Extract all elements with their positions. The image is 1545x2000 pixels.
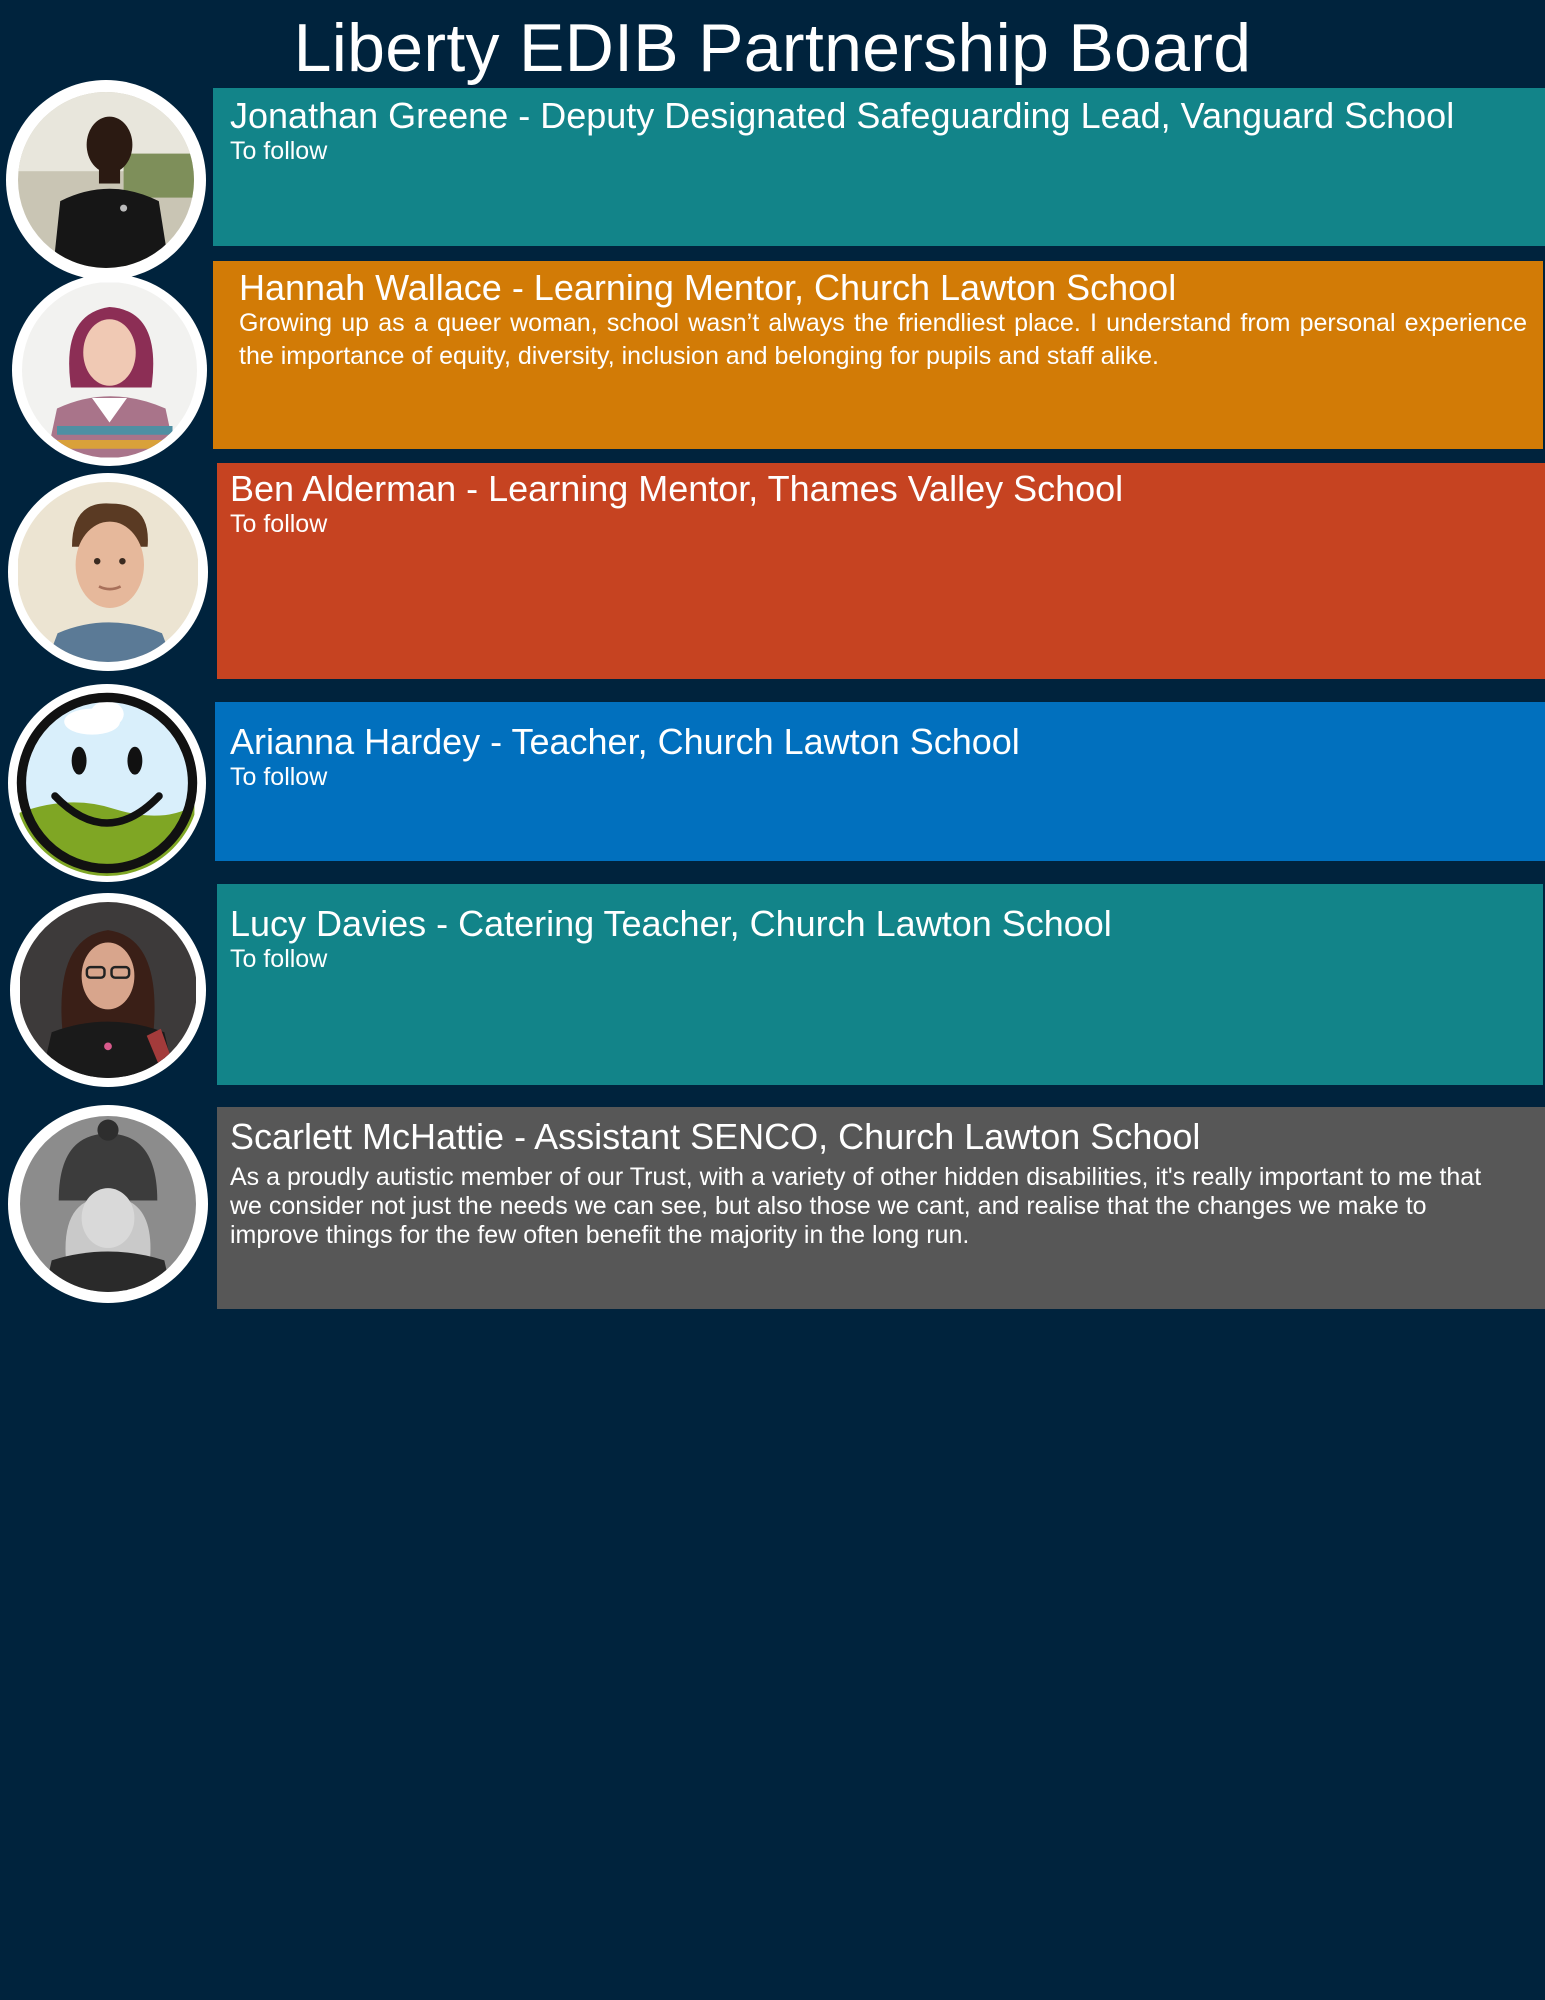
avatar-ben-alderman xyxy=(8,473,208,671)
person-photo-icon xyxy=(17,482,199,662)
member-card-jonathan-greene xyxy=(213,88,1545,246)
avatar-jonathan-greene xyxy=(6,80,206,280)
avatar-arianna-hardey xyxy=(8,684,206,882)
member-name: Hannah Wallace - Learning Mentor, Church Lawton School xyxy=(239,267,1177,308)
person-photo-icon xyxy=(19,902,197,1078)
member-card-scarlett-mchattie xyxy=(217,1107,1545,1309)
avatar-scarlett-mchattie xyxy=(8,1105,208,1303)
person-photo-icon xyxy=(18,92,194,268)
member-name: Scarlett McHattie - Assistant SENCO, Church Lawton School xyxy=(230,1116,1201,1157)
person-photo-icon xyxy=(22,282,197,458)
member-card-arianna-hardey xyxy=(215,702,1545,861)
member-bio: To follow xyxy=(230,945,328,973)
member-bio: To follow xyxy=(230,510,328,538)
member-name: Ben Alderman - Learning Mentor, Thames Valley School xyxy=(230,468,1124,509)
avatar-hannah-wallace xyxy=(12,274,207,466)
member-name: Jonathan Greene - Deputy Designated Safeguarding Lead, Vanguard School xyxy=(230,95,1455,136)
smiley-face-icon xyxy=(14,690,200,876)
member-card-hannah-wallace xyxy=(213,261,1543,449)
member-card-lucy-davies xyxy=(217,884,1543,1085)
member-name: Lucy Davies - Catering Teacher, Church Lawton School xyxy=(230,903,1112,944)
member-card-ben-alderman xyxy=(217,463,1545,679)
member-bio: As a proudly autistic member of our Trust, with a variety of other hidden disabilities, it's really important to me that we consider not just the needs we can see, but also those we cant, and realise that the changes we make to improve things for the few often benefit the majority in the long run. xyxy=(230,1163,1482,1249)
page-title: Liberty EDIB Partnership Board xyxy=(293,10,1252,86)
person-photo-icon xyxy=(20,1116,196,1292)
member-bio: To follow xyxy=(230,763,328,791)
member-bio: To follow xyxy=(230,137,328,165)
avatar-lucy-davies xyxy=(10,893,206,1087)
member-name: Arianna Hardey - Teacher, Church Lawton School xyxy=(230,721,1020,762)
member-bio: Growing up as a queer woman, school wasn’t always the friendliest place. I understand from personal experience the importance of equity, diversity, inclusion and belonging for pupils and staff alike. xyxy=(239,309,1527,370)
